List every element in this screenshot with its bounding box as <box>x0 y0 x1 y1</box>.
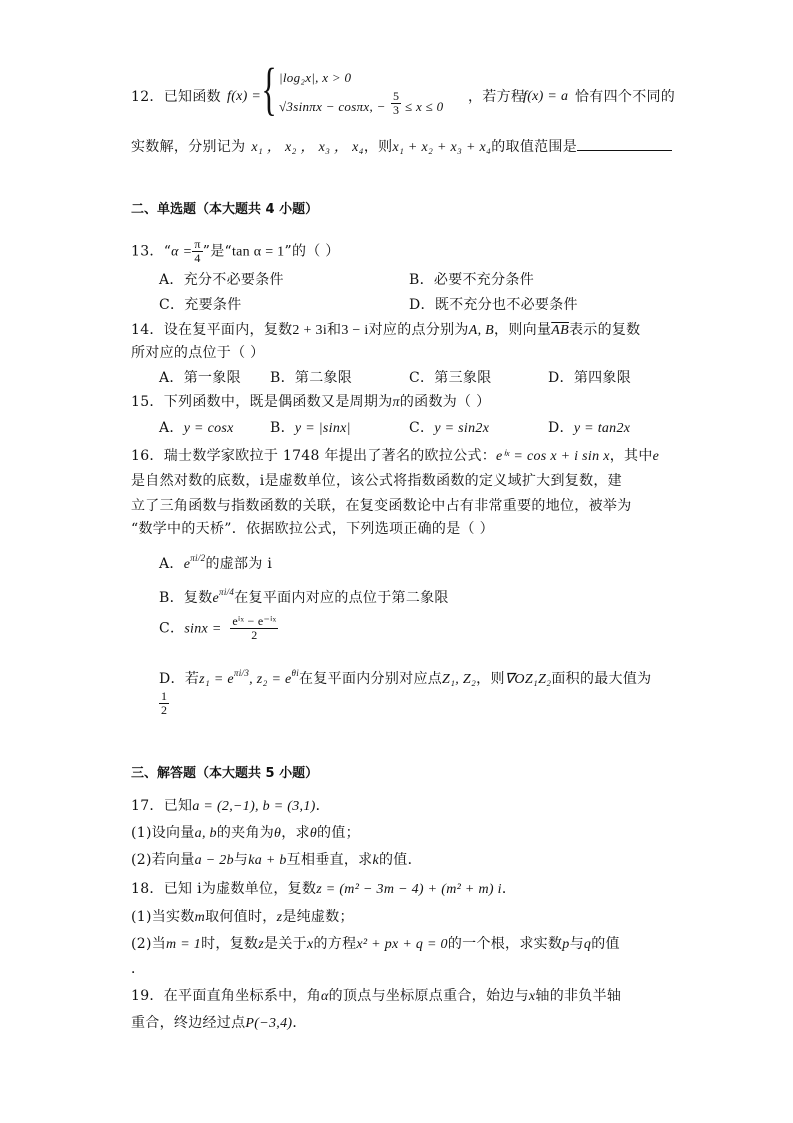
q14-line2: 所对应的点位于（ ） <box>131 345 265 361</box>
q16-option-a[interactable]: A．$e^{\pi i/2}$的虚部为 i <box>159 553 273 572</box>
question-17: 17．已知a = (2,−1), b = (3,1)． <box>131 798 330 814</box>
section-3-title: 三、解答题（本大题共 5 小题） <box>131 766 319 781</box>
q12-piecewise-brace: { <box>261 56 277 121</box>
q13-option-d[interactable]: D．既不充分也不必要条件 <box>409 297 578 313</box>
q16-optd-frac: $\frac{1}{2}$ <box>161 689 167 717</box>
q12-answer-blank[interactable] <box>577 136 672 151</box>
q15-option-b[interactable]: B．y = |sinx| <box>270 420 351 436</box>
q16-option-d[interactable]: D．若$z_1 = e^{\pi i/3}$, $z_2 = e^{\theta i}$在复平面内分别对应点Z₁, Z₂，则∇OZ₁Z₂面积的最大值为 <box>159 668 652 687</box>
question-16-line4: “数学中的天桥”．依据欧拉公式，下列选项正确的是（ ） <box>131 521 494 537</box>
q14-option-c[interactable]: C．第三象限 <box>409 370 492 386</box>
q13-option-a[interactable]: A．充分不必要条件 <box>159 272 284 288</box>
section-2-title: 二、单选题（本大题共 4 小题） <box>131 202 319 217</box>
q12-line2: 实数解，分别记为 x₁ ， x₂ ， x₃ ， x₄，则x₁ + x₂ + x₃ + x₄的取值范围是 <box>131 136 672 158</box>
question-14: 14．设在复平面内，复数2 + 3i和3 − i对应的点分别为A, B，则向量$\overline{AB}$表示的复数 <box>131 322 641 338</box>
question-13: 13．“α = $\frac{\pi}{4}$ ”是“tan α = 1”的（ ） <box>131 237 340 265</box>
q18-trailing-dot: ． <box>131 961 146 977</box>
q14-option-b[interactable]: B．第二象限 <box>270 370 353 386</box>
q16-option-b[interactable]: B．复数$e^{\pi i/4}$在复平面内对应的点位于第二象限 <box>159 587 449 606</box>
q14-option-a[interactable]: A．第一象限 <box>159 370 241 386</box>
q18-part1: (1)当实数m取何值时，z是纯虚数； <box>131 909 354 925</box>
q12-case2-frac: $\frac{5}{3}$ <box>393 89 400 117</box>
q13-frac: $\frac{\pi}{4}$ <box>194 237 201 265</box>
question-16-line3: 立了三角函数与指数函数的关联，在复变函数论中占有非常重要的地位，被举为 <box>131 498 632 514</box>
question-18: 18．已知 i为虚数单位，复数z = (m² − 3m − 4) + (m² + m) i． <box>131 881 517 897</box>
q13-option-c[interactable]: C．充要条件 <box>159 297 242 313</box>
q12-case1: |log₂x|, x > 0 <box>279 70 352 85</box>
q12-cont2: 恰有四个不同的 <box>575 89 676 105</box>
q17-part1: (1)设向量a, b的夹角为θ，求θ的值； <box>131 825 360 841</box>
q12-func-lhs: f(x) = <box>227 89 262 104</box>
q12-cont1: ，若方程 <box>468 89 526 105</box>
q13-option-b[interactable]: B．必要不充分条件 <box>409 272 534 288</box>
q18-part2: (2)当m = 1时，复数z是关于x的方程x² + px + q = 0的一个根，求实数p与q的值 <box>131 936 620 952</box>
question-16-line2: 是自然对数的底数，i是虚数单位，该公式将指数函数的定义域扩大到复数，建 <box>131 473 622 489</box>
q15-option-c[interactable]: C．y = sin2x <box>409 420 490 436</box>
q14-option-d[interactable]: D．第四象限 <box>548 370 632 386</box>
question-19-line1: 19．在平面直角坐标系中，角α的顶点与坐标原点重合，始边与x轴的非负半轴 <box>131 988 622 1004</box>
q12-eq: f(x) = a <box>523 89 569 104</box>
question-19-line2: 重合，终边经过点P(−3,4)． <box>131 1015 307 1031</box>
q15-option-d[interactable]: D．y = tan2x <box>548 420 631 436</box>
q16-option-c[interactable]: C．sinx = $\frac{\text{eⁱˣ − e⁻ⁱˣ}}{2}$ <box>159 614 277 642</box>
q15-option-a[interactable]: A．y = cosx <box>159 420 234 436</box>
question-15: 15．下列函数中，既是偶函数又是周期为π的函数为（ ） <box>131 394 491 410</box>
q12-case2a: √3sinπx − cosπx, − <box>279 99 386 114</box>
question-16-line1: 16．瑞士数学家欧拉于 1748 年提出了著名的欧拉公式：eⁱˣ = cos x + i sin x，其中e <box>131 448 660 464</box>
q17-part2: (2)若向量a − 2b与ka + b互相垂直，求k的值． <box>131 852 422 868</box>
q16-optc-frac: $\frac{\text{eⁱˣ − e⁻ⁱˣ}}{2}$ <box>232 614 277 642</box>
q12-case2b: ≤ x ≤ 0 <box>405 99 444 114</box>
q12-lead: 12．已知函数 <box>131 89 221 105</box>
